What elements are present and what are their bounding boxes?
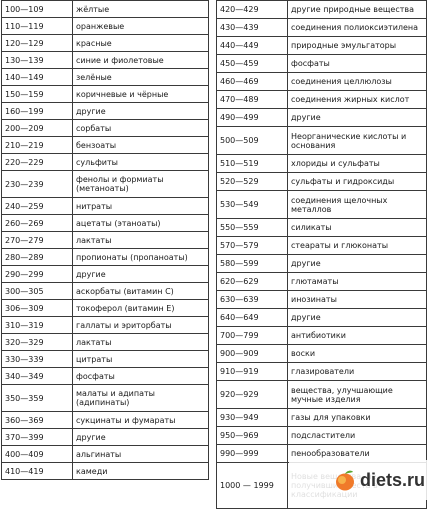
description-cell: бензоаты <box>73 137 209 154</box>
description-cell: природные эмульгаторы <box>288 37 427 55</box>
table-row <box>2 215 209 232</box>
description-cell: токоферол (витамин Е) <box>73 300 209 317</box>
table-row <box>2 154 209 171</box>
table-row <box>2 412 209 429</box>
table-row <box>2 137 209 154</box>
code-range-cell: 210—219 <box>2 137 73 154</box>
description-cell: антибиотики <box>288 327 427 345</box>
code-range-cell: 410—419 <box>2 463 73 480</box>
description-cell: нитраты <box>73 198 209 215</box>
description-cell: соединения щелочных металлов <box>288 191 427 219</box>
code-range-cell: 990—999 <box>217 445 288 463</box>
code-range-cell: 520—529 <box>217 173 288 191</box>
code-range-cell: 270—279 <box>2 232 73 249</box>
description-cell: другие природные вещества <box>288 1 427 19</box>
table-row <box>2 35 209 52</box>
table-row <box>2 334 209 351</box>
table-row <box>217 73 427 91</box>
description-cell: альгинаты <box>73 446 209 463</box>
description-cell: газы для упаковки <box>288 409 427 427</box>
code-range-cell: 950—969 <box>217 427 288 445</box>
description-cell: подсластители <box>288 427 427 445</box>
description-cell: малаты и адипаты (адипинаты) <box>73 385 209 412</box>
code-range-cell: 160—199 <box>2 103 73 120</box>
table-row <box>2 317 209 334</box>
table-row <box>2 52 209 69</box>
description-cell: жёлтые <box>73 1 209 18</box>
description-cell: другие <box>73 266 209 283</box>
code-range-cell: 430—439 <box>217 19 288 37</box>
description-cell: оранжевые <box>73 18 209 35</box>
code-range-cell: 340—349 <box>2 368 73 385</box>
code-range-cell: 420—429 <box>217 1 288 19</box>
table-row <box>2 385 209 412</box>
code-range-cell: 100—109 <box>2 1 73 18</box>
additives-table-right <box>216 0 427 509</box>
description-cell: соединения жирных кислот <box>288 91 427 109</box>
table-row <box>217 255 427 273</box>
description-cell: воски <box>288 345 427 363</box>
table-row <box>217 381 427 409</box>
table-row <box>217 273 427 291</box>
description-cell: галлаты и эриторбаты <box>73 317 209 334</box>
code-range-cell: 910—919 <box>217 363 288 381</box>
table-row <box>2 300 209 317</box>
table-row <box>217 127 427 155</box>
code-range-cell: 320—329 <box>2 334 73 351</box>
table-row <box>217 19 427 37</box>
table-row <box>2 283 209 300</box>
description-cell: синие и фиолетовые <box>73 52 209 69</box>
description-cell: сорбаты <box>73 120 209 137</box>
description-cell: лактаты <box>73 232 209 249</box>
table-row <box>2 120 209 137</box>
code-range-cell: 230—239 <box>2 171 73 198</box>
table-row <box>217 55 427 73</box>
code-range-cell: 370—399 <box>2 429 73 446</box>
code-range-cell: 310—319 <box>2 317 73 334</box>
description-cell: Неорганические кислоты и основания <box>288 127 427 155</box>
code-range-cell: 530—549 <box>217 191 288 219</box>
table-row <box>2 351 209 368</box>
code-range-cell: 220—229 <box>2 154 73 171</box>
code-range-cell: 400—409 <box>2 446 73 463</box>
code-range-cell: 330—339 <box>2 351 73 368</box>
description-cell: инозинаты <box>288 291 427 309</box>
watermark-text: diets.ru <box>359 469 425 490</box>
description-cell: ацетаты (этаноаты) <box>73 215 209 232</box>
description-cell: цитраты <box>73 351 209 368</box>
code-range-cell: 1000 — 1999 <box>217 463 288 509</box>
description-cell: фосфаты <box>73 368 209 385</box>
additives-table-left <box>1 0 209 480</box>
code-range-cell: 460—469 <box>217 73 288 91</box>
code-range-cell: 280—289 <box>2 249 73 266</box>
description-cell: другие <box>288 109 427 127</box>
description-cell: другие <box>73 429 209 446</box>
code-range-cell: 550—559 <box>217 219 288 237</box>
description-cell: сульфиты <box>73 154 209 171</box>
table-row <box>2 232 209 249</box>
table-row <box>2 69 209 86</box>
code-range-cell: 510—519 <box>217 155 288 173</box>
description-cell: аскорбаты (витамин С) <box>73 283 209 300</box>
table-row <box>217 409 427 427</box>
description-cell: стеараты и глюконаты <box>288 237 427 255</box>
code-range-cell: 290—299 <box>2 266 73 283</box>
code-range-cell: 620—629 <box>217 273 288 291</box>
description-cell: сукцинаты и фумараты <box>73 412 209 429</box>
table-row <box>217 327 427 345</box>
code-range-cell: 630—639 <box>217 291 288 309</box>
code-range-cell: 306—309 <box>2 300 73 317</box>
code-range-cell: 490—499 <box>217 109 288 127</box>
code-range-cell: 350—359 <box>2 385 73 412</box>
code-range-cell: 930—949 <box>217 409 288 427</box>
table-row <box>2 368 209 385</box>
description-cell: глазирователи <box>288 363 427 381</box>
table-row <box>217 155 427 173</box>
table-row <box>217 91 427 109</box>
description-cell: зелёные <box>73 69 209 86</box>
code-range-cell: 120—129 <box>2 35 73 52</box>
code-range-cell: 920—929 <box>217 381 288 409</box>
table-row <box>217 291 427 309</box>
table-row <box>217 219 427 237</box>
description-cell: фосфаты <box>288 55 427 73</box>
code-range-cell: 640—649 <box>217 309 288 327</box>
code-range-cell: 110—119 <box>2 18 73 35</box>
table-row <box>217 173 427 191</box>
table-row <box>2 1 209 18</box>
code-range-cell: 260—269 <box>2 215 73 232</box>
table-row <box>217 1 427 19</box>
description-cell: соединения полиоксиэтилена <box>288 19 427 37</box>
table-row <box>2 171 209 198</box>
code-range-cell: 150—159 <box>2 86 73 103</box>
table-row <box>2 446 209 463</box>
description-cell: другие <box>288 255 427 273</box>
table-row <box>217 427 427 445</box>
description-cell: пенообразователи <box>288 445 427 463</box>
description-cell: красные <box>73 35 209 52</box>
description-cell: другие <box>288 309 427 327</box>
description-cell: вещества, улучшающие мучные изделия <box>288 381 427 409</box>
code-range-cell: 900—909 <box>217 345 288 363</box>
table-row <box>217 37 427 55</box>
table-row <box>217 345 427 363</box>
description-cell: сульфаты и гидроксиды <box>288 173 427 191</box>
description-cell: глютаматы <box>288 273 427 291</box>
table-row <box>217 191 427 219</box>
description-cell: коричневые и чёрные <box>73 86 209 103</box>
table-row <box>2 198 209 215</box>
code-range-cell: 500—509 <box>217 127 288 155</box>
description-cell: камеди <box>73 463 209 480</box>
table-row <box>2 18 209 35</box>
table-row <box>217 363 427 381</box>
code-range-cell: 580—599 <box>217 255 288 273</box>
description-cell: силикаты <box>288 219 427 237</box>
table-row <box>2 429 209 446</box>
description-cell: соединения целлюлозы <box>288 73 427 91</box>
code-range-cell: 200—209 <box>2 120 73 137</box>
description-cell: фенолы и формиаты (метаноаты) <box>73 171 209 198</box>
description-cell: хлориды и сульфаты <box>288 155 427 173</box>
site-watermark <box>289 460 429 500</box>
code-range-cell: 570—579 <box>217 237 288 255</box>
description-cell: лактаты <box>73 334 209 351</box>
code-range-cell: 700—799 <box>217 327 288 345</box>
code-range-cell: 130—139 <box>2 52 73 69</box>
code-range-cell: 240—259 <box>2 198 73 215</box>
description-cell: пропионаты (пропаноаты) <box>73 249 209 266</box>
table-row <box>2 266 209 283</box>
table-row <box>217 309 427 327</box>
code-range-cell: 470—489 <box>217 91 288 109</box>
table-row <box>217 237 427 255</box>
code-range-cell: 440—449 <box>217 37 288 55</box>
code-range-cell: 140—149 <box>2 69 73 86</box>
table-row <box>2 103 209 120</box>
code-range-cell: 360—369 <box>2 412 73 429</box>
peach-logo-icon <box>333 468 357 492</box>
code-range-cell: 300—305 <box>2 283 73 300</box>
table-row <box>2 463 209 480</box>
description-cell: другие <box>73 103 209 120</box>
table-row <box>217 109 427 127</box>
table-row <box>2 86 209 103</box>
code-range-cell: 450—459 <box>217 55 288 73</box>
table-row <box>2 249 209 266</box>
